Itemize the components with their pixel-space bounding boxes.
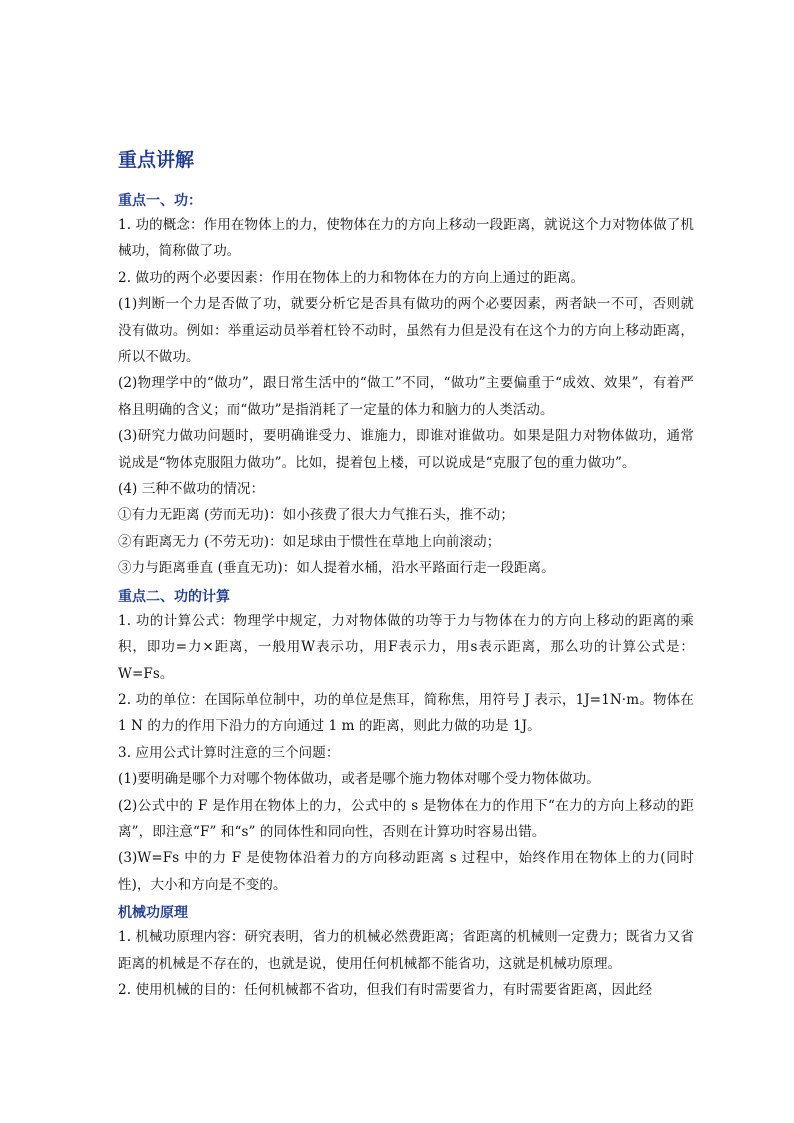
paragraph: ①有力无距离 (劳而无功)：如小孩费了很大力气推石头，推不动； (118, 507, 514, 524)
paragraph: (2)公式中的 F 是作用在物体上的力，公式中的 s 是物体在力的作用下“在力的方向上移动的距离”，即注意“F” 和“s” 的同体性和同向性，否则在计算功时容易出错。 (118, 797, 694, 840)
paragraph: (2)物理学中的“做功”，跟日常生活中的“做工”不同，“做功”主要偏重于“成效、效果”，有着严格且明确的含义；而“做功”是指消耗了一定量的体力和脑力的人类活动。 (118, 375, 694, 418)
paragraph: ③力与距离垂直 (垂直无功)：如人提着水桶，沿水平路面行走一段距离。 (118, 560, 555, 577)
section-heading: 重点一、功： (118, 193, 202, 209)
page-title: 重点讲解 (118, 149, 195, 171)
paragraph: (3)研究力做功问题时，要明确谁受力、谁施力，即谁对谁做功。如果是阻力对物体做功，通常说成是“物体克服阻力做功”。比如，提着包上楼，可以说成是“克服了包的重力做功”。 (118, 428, 694, 471)
paragraph: (1)判断一个力是否做了功，就要分析它是否具有做功的两个必要因素，两者缺一不可，否则就没有做功。例如：举重运动员举着杠铃不动时，虽然有力但是没有在这个力的方向上移动距离，所以不做功。 (118, 296, 694, 366)
paragraph: 2. 功的单位：在国际单位制中，功的单位是焦耳，简称焦，用符号 J 表示，1J=1N·m。物体在 1 N 的力的作用下沿力的方向通过 1 m 的距离，则此力做的功是 1J。 (118, 691, 694, 735)
paragraph: 2. 做功的两个必要因素：作用在物体上的力和物体在力的方向上通过的距离。 (118, 269, 585, 286)
paragraph: 1. 功的概念：作用在物体上的力，使物体在力的方向上移动一段距离，就说这个力对物体做了机械功，简称做了功。 (118, 217, 694, 260)
document-body (118, 190, 694, 1003)
paragraph: 3. 应用公式计算时注意的三个问题： (118, 744, 340, 761)
section-1 (118, 190, 694, 582)
section-3 (118, 902, 694, 1003)
paragraph: 1. 功的计算公式：物理学中规定，力对物体做的功等于力与物体在力的方向上移动的距离的乘积，即功=力×距离，一般用W表示功，用F表示力，用s表示距离，那么功的计算公式是：W=Fs。 (118, 612, 694, 682)
paragraph: (1)要明确是哪个力对哪个物体做功，或者是哪个施力物体对哪个受力物体做功。 (118, 771, 600, 788)
paragraph: ②有距离无力 (不劳无功)：如足球由于惯性在草地上向前滚动； (118, 533, 501, 550)
paragraph: 1. 机械功原理内容：研究表明，省力的机械必然费距离；省距离的机械则一定费力；既省力又省距离的机械是不存在的，也就是说，使用任何机械都不能省功，这就是机械功原理。 (118, 929, 694, 972)
section-heading: 重点二、功的计算 (118, 588, 230, 605)
section-heading: 机械功原理 (118, 905, 188, 922)
section-2 (118, 586, 694, 898)
paragraph: (4) 三种不做功的情况： (118, 481, 265, 498)
paragraph: 2. 使用机械的目的：任何机械都不省功，但我们有时需要省力，有时需要省距离，因此经 (118, 981, 653, 998)
paragraph: (3)W=Fs 中的力 F 是使物体沿着力的方向移动距离 s 过程中，始终作用在物体上的力(同时性)，大小和方向是不变的。 (118, 850, 694, 893)
